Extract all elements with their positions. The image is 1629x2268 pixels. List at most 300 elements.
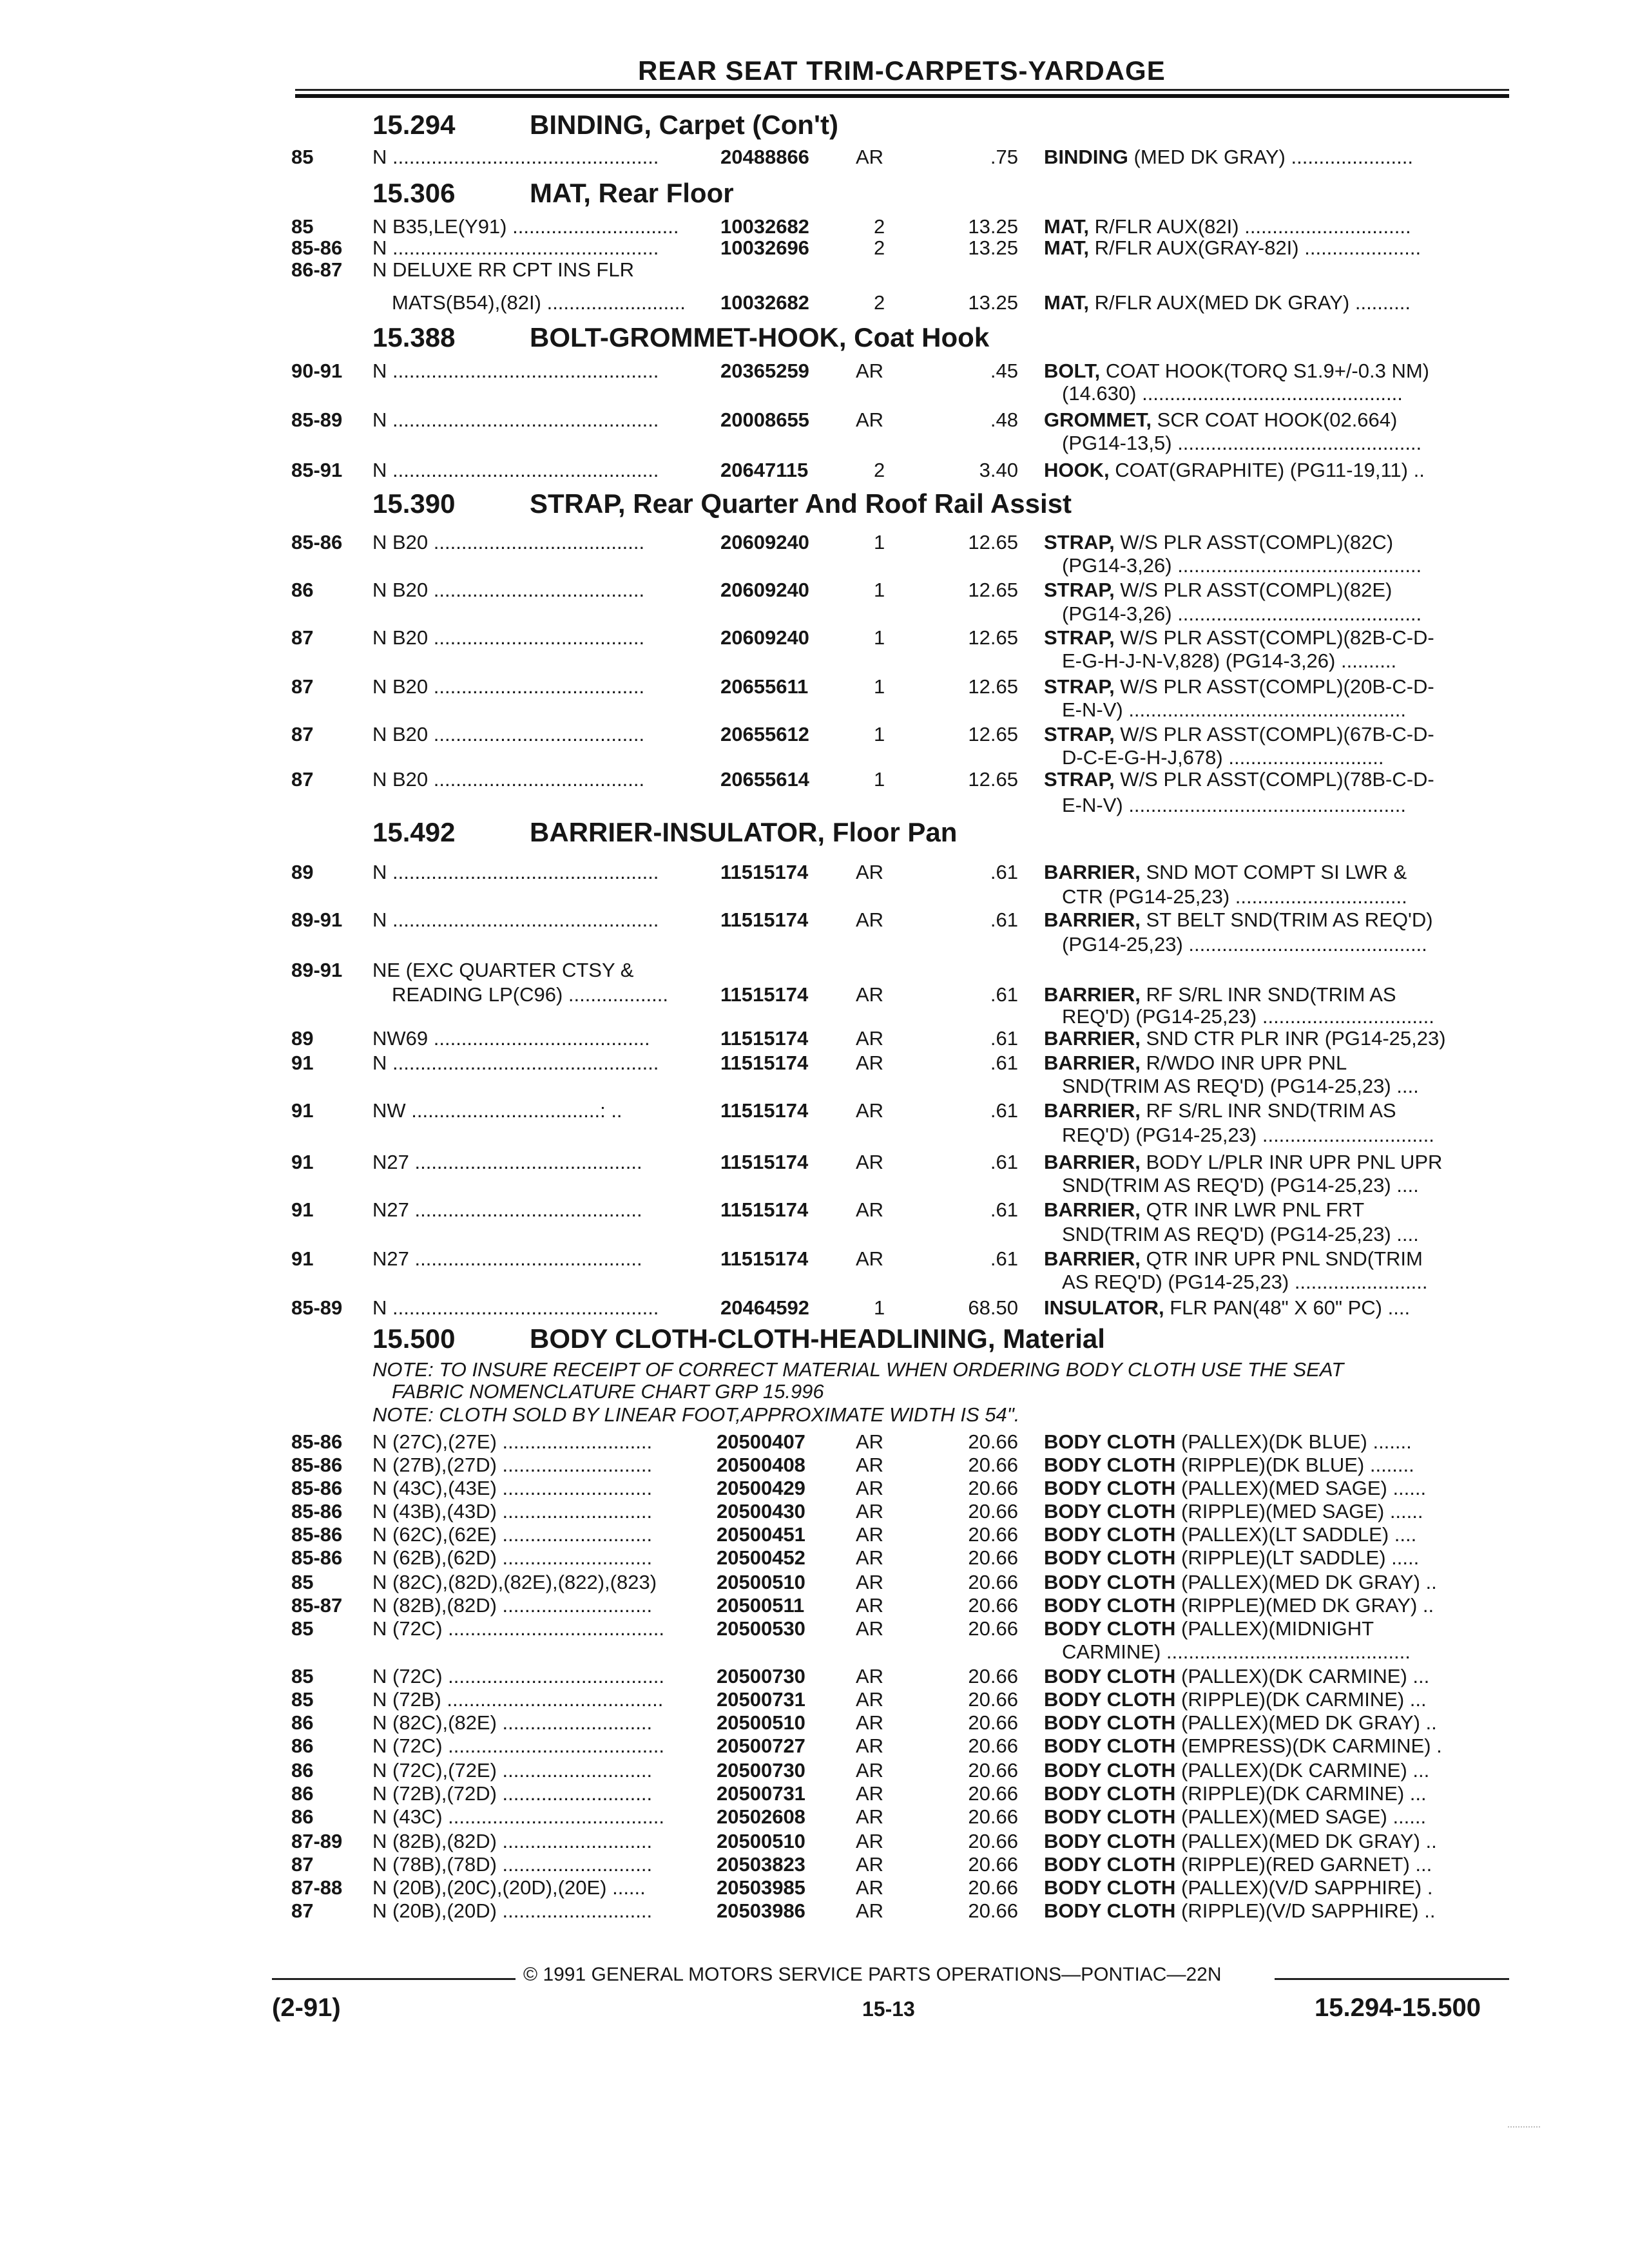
- usage-code: MATS(B54),(82I) .........................: [392, 291, 686, 314]
- part-detail: QTR INR LWR PNL FRT: [1140, 1198, 1365, 1221]
- table-row: [0, 1594, 1629, 1617]
- section-heading: [372, 178, 734, 209]
- part-number: 20503985: [717, 1876, 805, 1899]
- part-detail: (14.630) ...............................................: [1062, 382, 1403, 405]
- footer-rule-left: [272, 1978, 516, 1980]
- part-description: [1044, 146, 1508, 169]
- part-detail: REQ'D) (PG14-25,23) ...............................: [1062, 1005, 1434, 1028]
- part-detail: (PALLEX)(V/D SAPPHIRE) .: [1175, 1876, 1433, 1899]
- quantity: AR: [856, 1688, 884, 1711]
- part-description: [1062, 794, 1508, 817]
- part-number: 20609240: [720, 579, 809, 601]
- price: 13.25: [968, 236, 1018, 259]
- usage-code: N B35,LE(Y91) ..............................: [372, 215, 679, 238]
- part-description: [1044, 1594, 1508, 1617]
- part-number: 20500408: [717, 1454, 805, 1476]
- quantity: AR: [856, 1247, 884, 1270]
- price: 20.66: [968, 1571, 1018, 1593]
- table-row: [0, 1500, 1629, 1523]
- part-number: 20647115: [720, 459, 809, 481]
- usage-code: N B20 ......................................: [372, 768, 645, 791]
- part-name: STRAP,: [1044, 579, 1115, 601]
- table-row: [0, 459, 1629, 482]
- model-year: 91: [291, 1099, 314, 1122]
- model-year: 85-86: [291, 531, 343, 553]
- part-detail: SND(TRIM AS REQ'D) (PG14-25,23) ....: [1062, 1174, 1419, 1196]
- price: 20.66: [968, 1711, 1018, 1734]
- part-number: 20464592: [720, 1296, 809, 1319]
- section-title-text: BARRIER-INSULATOR, Floor Pan: [530, 817, 958, 847]
- part-description: [1062, 1640, 1508, 1664]
- usage-code: N (27C),(27E) ...........................: [372, 1430, 653, 1453]
- header-rule-thick: [295, 94, 1509, 98]
- table-row: [0, 1830, 1629, 1853]
- part-description: [1062, 1174, 1508, 1197]
- part-detail: (PALLEX)(MED DK GRAY) ..: [1175, 1711, 1437, 1734]
- part-number: 20500407: [717, 1430, 805, 1453]
- part-detail: W/S PLR ASST(COMPL)(20B-C-D-: [1114, 675, 1434, 698]
- table-row: [0, 1805, 1629, 1829]
- part-detail: (PG14-13,5) ............................................: [1062, 432, 1422, 454]
- table-row: [0, 408, 1629, 432]
- part-name: STRAP,: [1044, 626, 1115, 649]
- part-number: 20500451: [717, 1523, 805, 1546]
- part-detail: ST BELT SND(TRIM AS REQ'D): [1140, 908, 1433, 931]
- quantity: 1: [874, 626, 885, 649]
- usage-code: N ................................................: [372, 408, 659, 431]
- price: 12.65: [968, 579, 1018, 601]
- part-description: [1062, 649, 1508, 673]
- part-number: 10032682: [720, 215, 809, 238]
- table-row: [0, 1782, 1629, 1805]
- model-year: 89-91: [291, 908, 343, 931]
- table-row: [0, 1005, 1629, 1028]
- quantity: AR: [856, 1430, 884, 1453]
- quantity: AR: [856, 360, 884, 382]
- part-name: STRAP,: [1044, 723, 1115, 745]
- model-year: 89-91: [291, 959, 343, 981]
- quantity: 2: [874, 215, 885, 238]
- usage-code: N (62C),(62E) ...........................: [372, 1523, 653, 1546]
- part-description: [1044, 531, 1508, 554]
- section-note: NOTE: CLOTH SOLD BY LINEAR FOOT,APPROXIMATE WIDTH IS 54".: [372, 1403, 1020, 1426]
- table-row: [0, 1876, 1629, 1899]
- quantity: AR: [856, 1853, 884, 1876]
- price: 20.66: [968, 1759, 1018, 1782]
- table-row: [0, 959, 1629, 982]
- part-description: [1044, 1430, 1508, 1454]
- part-detail: (RIPPLE)(RED GARNET) ...: [1175, 1853, 1432, 1876]
- part-number: 11515174: [720, 1198, 809, 1221]
- part-description: [1062, 382, 1508, 405]
- part-detail: R/WDO INR UPR PNL: [1140, 1052, 1347, 1074]
- price: 20.66: [968, 1500, 1018, 1523]
- part-detail: AS REQ'D) (PG14-25,23) ........................: [1062, 1271, 1428, 1293]
- model-year: 87: [291, 1899, 314, 1922]
- table-row: [0, 908, 1629, 932]
- price: 20.66: [968, 1523, 1018, 1546]
- part-description: [1044, 1027, 1508, 1050]
- price: .61: [990, 1151, 1018, 1173]
- model-year: 85: [291, 1617, 314, 1640]
- part-description: [1062, 1124, 1508, 1147]
- model-year: 86: [291, 579, 314, 601]
- quantity: AR: [856, 1876, 884, 1899]
- part-name: BARRIER,: [1044, 908, 1141, 931]
- model-year: 87: [291, 768, 314, 791]
- table-row: [0, 675, 1629, 698]
- price: 20.66: [968, 1665, 1018, 1687]
- table-row: [0, 236, 1629, 260]
- part-description: [1062, 746, 1508, 769]
- model-year: 85: [291, 215, 314, 238]
- part-detail: RF S/RL INR SND(TRIM AS: [1140, 983, 1396, 1006]
- part-detail: R/FLR AUX(GRAY-82I) .....................: [1089, 236, 1422, 259]
- part-detail: COAT HOOK(TORQ S1.9+/-0.3 NM): [1100, 360, 1429, 382]
- part-detail: E-N-V) ..................................................: [1062, 794, 1406, 816]
- part-description: [1044, 1151, 1508, 1174]
- table-row: [0, 885, 1629, 908]
- part-name: BARRIER,: [1044, 1052, 1141, 1074]
- quantity: AR: [856, 1546, 884, 1569]
- part-description: [1044, 236, 1508, 260]
- part-detail: (RIPPLE)(DK CARMINE) ...: [1175, 1688, 1427, 1711]
- part-description: [1044, 908, 1508, 932]
- part-number: 20655614: [720, 768, 809, 791]
- part-description: [1062, 933, 1508, 956]
- table-row: [0, 1688, 1629, 1711]
- usage-code: N B20 ......................................: [372, 723, 645, 745]
- part-description: [1044, 1876, 1508, 1899]
- table-row: [0, 602, 1629, 626]
- part-number: 20500731: [717, 1688, 805, 1711]
- part-number: 20500511: [717, 1594, 805, 1617]
- part-detail: (RIPPLE)(DK BLUE) ........: [1175, 1454, 1414, 1476]
- usage-code: N (72C) .......................................: [372, 1617, 665, 1640]
- section-title-text: BODY CLOTH-CLOTH-HEADLINING, Material: [530, 1323, 1105, 1354]
- part-name: BOLT,: [1044, 360, 1101, 382]
- usage-code: N27 .........................................: [372, 1247, 642, 1270]
- part-number: 20500510: [717, 1830, 805, 1852]
- part-detail: BODY L/PLR INR UPR PNL UPR: [1140, 1151, 1443, 1173]
- part-name: BINDING: [1044, 146, 1128, 168]
- section-title-text: STRAP, Rear Quarter And Roof Rail Assist: [530, 488, 1072, 519]
- part-description: [1062, 554, 1508, 577]
- price: .48: [990, 408, 1018, 431]
- part-name: BARRIER,: [1044, 861, 1141, 883]
- price: .61: [990, 908, 1018, 931]
- part-detail: (PALLEX)(LT SADDLE) ....: [1175, 1523, 1417, 1546]
- price: 13.25: [968, 215, 1018, 238]
- part-name: HOOK,: [1044, 459, 1110, 481]
- model-year: 86: [291, 1805, 314, 1828]
- usage-code: N (82B),(82D) ...........................: [372, 1594, 653, 1617]
- part-description: [1044, 1454, 1508, 1477]
- part-number: 20500530: [717, 1617, 805, 1640]
- quantity: 1: [874, 531, 885, 553]
- part-number: 20500727: [717, 1735, 805, 1757]
- quantity: 2: [874, 459, 885, 481]
- usage-code: N (72C) .......................................: [372, 1735, 665, 1757]
- section-title-text: MAT, Rear Floor: [530, 178, 734, 208]
- part-name: BARRIER,: [1044, 983, 1141, 1006]
- section-number: 15.294: [372, 110, 456, 140]
- model-year: 85-86: [291, 1500, 343, 1523]
- quantity: AR: [856, 983, 884, 1006]
- part-detail: SND MOT COMPT SI LWR &: [1140, 861, 1407, 883]
- part-detail: (RIPPLE)(MED SAGE) ......: [1175, 1500, 1423, 1523]
- table-row: [0, 1099, 1629, 1122]
- part-description: [1062, 698, 1508, 722]
- part-name: BODY CLOTH: [1044, 1759, 1176, 1782]
- price: 12.65: [968, 626, 1018, 649]
- model-year: 89: [291, 1027, 314, 1050]
- model-year: 85-87: [291, 1594, 343, 1617]
- model-year: 85: [291, 1571, 314, 1593]
- model-year: 91: [291, 1052, 314, 1074]
- price: .61: [990, 1099, 1018, 1122]
- part-detail: R/FLR AUX(82I) ..............................: [1089, 215, 1411, 238]
- usage-code: NW69 .......................................: [372, 1027, 650, 1050]
- usage-code: N27 .........................................: [372, 1151, 642, 1173]
- quantity: AR: [856, 1594, 884, 1617]
- table-row: [0, 1271, 1629, 1294]
- part-name: BODY CLOTH: [1044, 1477, 1176, 1499]
- part-description: [1062, 885, 1508, 908]
- part-description: [1044, 1571, 1508, 1594]
- table-row: [0, 723, 1629, 746]
- table-row: [0, 432, 1629, 455]
- model-year: 91: [291, 1198, 314, 1221]
- quantity: AR: [856, 1782, 884, 1805]
- part-name: BODY CLOTH: [1044, 1805, 1176, 1828]
- part-detail: CARMINE) ............................................: [1062, 1640, 1411, 1663]
- price: .61: [990, 861, 1018, 883]
- footer-copyright: © 1991 GENERAL MOTORS SERVICE PARTS OPERATIONS—PONTIAC—22N: [523, 1964, 1222, 1985]
- usage-code: N (20B),(20D) ...........................: [372, 1899, 653, 1922]
- part-description: [1044, 360, 1508, 383]
- model-year: 89: [291, 861, 314, 883]
- part-name: INSULATOR,: [1044, 1296, 1164, 1319]
- part-detail: QTR INR UPR PNL SND(TRIM: [1140, 1247, 1423, 1270]
- table-row: [0, 1665, 1629, 1688]
- model-year: 87: [291, 626, 314, 649]
- usage-code: N27 .........................................: [372, 1198, 642, 1221]
- usage-code: N ................................................: [372, 1052, 659, 1074]
- part-description: [1044, 1805, 1508, 1829]
- part-number: 20503986: [717, 1899, 805, 1922]
- model-year: 86-87: [291, 258, 343, 281]
- part-name: BARRIER,: [1044, 1247, 1141, 1270]
- part-detail: (PG14-3,26) ............................................: [1062, 554, 1422, 577]
- part-description: [1044, 1523, 1508, 1546]
- table-row: [0, 1124, 1629, 1147]
- part-description: [1044, 1759, 1508, 1782]
- section-heading: [372, 322, 989, 353]
- header-rule-thin: [295, 89, 1509, 91]
- part-number: 20502608: [717, 1805, 805, 1828]
- part-description: [1044, 1617, 1508, 1640]
- part-detail: W/S PLR ASST(COMPL)(82E): [1114, 579, 1393, 601]
- table-row: [0, 1247, 1629, 1271]
- price: .61: [990, 1027, 1018, 1050]
- part-detail: SND CTR PLR INR (PG14-25,23): [1140, 1027, 1446, 1050]
- part-detail: CTR (PG14-25,23) ...............................: [1062, 885, 1407, 908]
- part-description: [1044, 675, 1508, 698]
- part-number: 20500730: [717, 1759, 805, 1782]
- quantity: AR: [856, 1805, 884, 1828]
- table-row: [0, 1075, 1629, 1098]
- model-year: 85-86: [291, 1430, 343, 1453]
- usage-code: N (82C),(82E) ...........................: [372, 1711, 653, 1734]
- table-row: [0, 626, 1629, 649]
- price: .45: [990, 360, 1018, 382]
- part-detail: (RIPPLE)(DK CARMINE) ...: [1175, 1782, 1427, 1805]
- usage-code: N ................................................: [372, 1296, 659, 1319]
- part-number: 20500510: [717, 1711, 805, 1734]
- price: .61: [990, 1247, 1018, 1270]
- footer-revision-date: (2-91): [272, 1994, 341, 2022]
- scan-speck: [1508, 2126, 1540, 2129]
- part-name: STRAP,: [1044, 531, 1115, 553]
- model-year: 87: [291, 1853, 314, 1876]
- part-name: BODY CLOTH: [1044, 1665, 1176, 1687]
- part-description: [1062, 1223, 1508, 1246]
- price: 20.66: [968, 1805, 1018, 1828]
- part-description: [1044, 459, 1508, 482]
- quantity: AR: [856, 1617, 884, 1640]
- part-number: 20503823: [717, 1853, 805, 1876]
- section-number: 15.388: [372, 322, 456, 352]
- part-number: 20500430: [717, 1500, 805, 1523]
- part-name: BODY CLOTH: [1044, 1711, 1176, 1734]
- quantity: AR: [856, 1665, 884, 1687]
- table-row: [0, 146, 1629, 169]
- part-description: [1044, 215, 1508, 238]
- quantity: AR: [856, 1523, 884, 1546]
- model-year: 85-91: [291, 459, 343, 481]
- part-description: [1044, 1830, 1508, 1853]
- table-row: [0, 382, 1629, 405]
- usage-code: N (72C),(72E) ...........................: [372, 1759, 653, 1782]
- table-row: [0, 531, 1629, 554]
- model-year: 85: [291, 146, 314, 168]
- model-year: 87: [291, 675, 314, 698]
- usage-code: N (82C),(82D),(82E),(822),(823): [372, 1571, 657, 1593]
- table-row: [0, 1571, 1629, 1594]
- part-name: MAT,: [1044, 236, 1090, 259]
- table-row: [0, 360, 1629, 383]
- table-row: [0, 861, 1629, 884]
- usage-code: N B20 ......................................: [372, 579, 645, 601]
- part-detail: RF S/RL INR SND(TRIM AS: [1140, 1099, 1396, 1122]
- table-row: [0, 1711, 1629, 1735]
- part-detail: W/S PLR ASST(COMPL)(78B-C-D-: [1114, 768, 1434, 791]
- model-year: 86: [291, 1782, 314, 1805]
- quantity: AR: [856, 861, 884, 883]
- table-row: [0, 1899, 1629, 1923]
- part-description: [1044, 723, 1508, 746]
- table-row: [0, 291, 1629, 314]
- part-number: 11515174: [720, 1027, 809, 1050]
- part-name: BODY CLOTH: [1044, 1571, 1176, 1593]
- price: 12.65: [968, 675, 1018, 698]
- part-detail: (RIPPLE)(V/D SAPPHIRE) ..: [1175, 1899, 1436, 1922]
- part-detail: SCR COAT HOOK(02.664): [1152, 408, 1398, 431]
- part-number: 10032696: [720, 236, 809, 259]
- part-number: 20500731: [717, 1782, 805, 1805]
- part-detail: (PALLEX)(MIDNIGHT: [1175, 1617, 1374, 1640]
- price: .61: [990, 1198, 1018, 1221]
- quantity: 1: [874, 768, 885, 791]
- usage-code: N ................................................: [372, 146, 659, 168]
- usage-code: N B20 ......................................: [372, 531, 645, 553]
- model-year: 85-86: [291, 1546, 343, 1569]
- model-year: 87: [291, 723, 314, 745]
- price: 20.66: [968, 1688, 1018, 1711]
- price: 20.66: [968, 1853, 1018, 1876]
- part-description: [1044, 768, 1508, 791]
- price: 20.66: [968, 1830, 1018, 1852]
- price: .61: [990, 983, 1018, 1006]
- part-name: BODY CLOTH: [1044, 1454, 1176, 1476]
- table-row: [0, 1735, 1629, 1758]
- part-detail: W/S PLR ASST(COMPL)(82C): [1114, 531, 1394, 553]
- part-name: BODY CLOTH: [1044, 1688, 1176, 1711]
- part-description: [1044, 1477, 1508, 1500]
- model-year: 91: [291, 1247, 314, 1270]
- price: 20.66: [968, 1454, 1018, 1476]
- part-description: [1044, 1711, 1508, 1735]
- model-year: 85-86: [291, 1477, 343, 1499]
- price: 20.66: [968, 1617, 1018, 1640]
- quantity: AR: [856, 1830, 884, 1852]
- part-name: GROMMET,: [1044, 408, 1152, 431]
- part-name: BODY CLOTH: [1044, 1500, 1176, 1523]
- table-row: [0, 1617, 1629, 1640]
- table-row: [0, 746, 1629, 769]
- part-detail: FLR PAN(48" X 60" PC) ....: [1164, 1296, 1411, 1319]
- part-detail: (MED DK GRAY) ......................: [1128, 146, 1413, 168]
- part-description: [1044, 1665, 1508, 1688]
- part-number: 20500452: [717, 1546, 805, 1569]
- quantity: AR: [856, 1899, 884, 1922]
- model-year: 91: [291, 1151, 314, 1173]
- section-number: 15.492: [372, 817, 456, 847]
- section-heading: [372, 488, 1072, 519]
- part-name: BODY CLOTH: [1044, 1876, 1176, 1899]
- model-year: 85-86: [291, 236, 343, 259]
- section-heading: [372, 817, 957, 848]
- part-detail: SND(TRIM AS REQ'D) (PG14-25,23) ....: [1062, 1075, 1419, 1097]
- part-name: BARRIER,: [1044, 1198, 1141, 1221]
- model-year: 87-88: [291, 1876, 343, 1899]
- model-year: 85-89: [291, 1296, 343, 1319]
- table-row: [0, 698, 1629, 722]
- part-number: 10032682: [720, 291, 809, 314]
- part-description: [1062, 1075, 1508, 1098]
- price: 20.66: [968, 1876, 1018, 1899]
- part-description: [1062, 1005, 1508, 1028]
- table-row: [0, 258, 1629, 282]
- usage-code: N (72B) .......................................: [372, 1688, 664, 1711]
- quantity: AR: [856, 1198, 884, 1221]
- model-year: 90-91: [291, 360, 343, 382]
- part-number: 20609240: [720, 626, 809, 649]
- table-row: [0, 1223, 1629, 1246]
- part-name: BARRIER,: [1044, 1099, 1141, 1122]
- quantity: 2: [874, 291, 885, 314]
